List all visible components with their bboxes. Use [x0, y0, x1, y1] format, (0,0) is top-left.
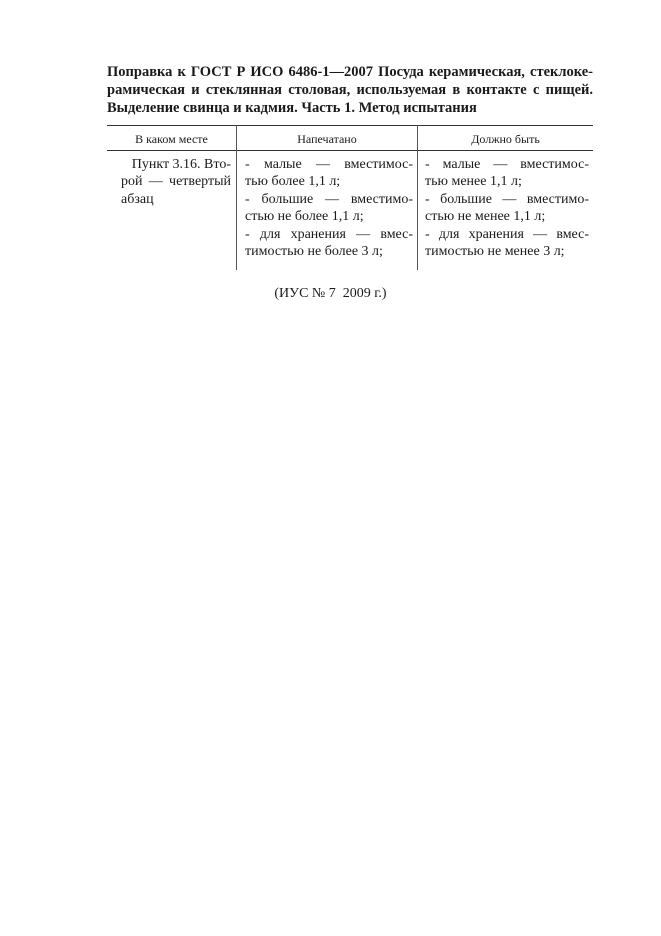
amendment-table: [107, 125, 593, 270]
location-line: Пункт 3.16. Вто-: [131, 157, 231, 172]
location-line: абзац: [121, 191, 154, 207]
header-should-be: Должно быть: [471, 132, 540, 146]
should-be-line: - малые — вместимос-: [425, 157, 589, 172]
amendment-title: [107, 63, 593, 117]
printed-line: - большие — вместимо-: [245, 191, 413, 207]
title-line-3: Выделение свинца и кадмия. Часть 1. Метод испытания: [107, 100, 477, 116]
cell-printed: [245, 156, 413, 260]
printed-line: тимостью не более 3 л;: [245, 244, 383, 260]
printed-line: - для хранения — вмес-: [245, 226, 413, 242]
cell-location: [121, 156, 231, 208]
table-top-rule: [107, 125, 593, 126]
should-be-line: стью не менее 1,1 л;: [425, 209, 546, 225]
should-be-line: тью менее 1,1 л;: [425, 174, 522, 190]
source-reference: (ИУС № 7 2009 г.): [274, 286, 387, 301]
location-line: рой — четвертый: [121, 174, 231, 190]
title-line-2: рамическая и стеклянная столовая, используемая в контакте с пищей.: [107, 82, 593, 98]
cell-should-be: [425, 156, 589, 260]
header-location: В каком месте: [135, 132, 208, 146]
title-line-1: Поправка к ГОСТ Р ИСО 6486-1—2007 Посуда керамическая, стеклоке-: [107, 64, 593, 80]
should-be-line: - большие — вместимо-: [425, 191, 589, 207]
should-be-line: - для хранения — вмес-: [425, 226, 589, 242]
printed-line: - малые — вместимос-: [245, 157, 413, 172]
header-printed: Напечатано: [297, 132, 357, 146]
table-header-rule: [107, 150, 593, 151]
printed-line: стью не более 1,1 л;: [245, 209, 364, 225]
printed-line: тью более 1,1 л;: [245, 174, 341, 190]
should-be-line: тимостью не менее 3 л;: [425, 244, 565, 260]
